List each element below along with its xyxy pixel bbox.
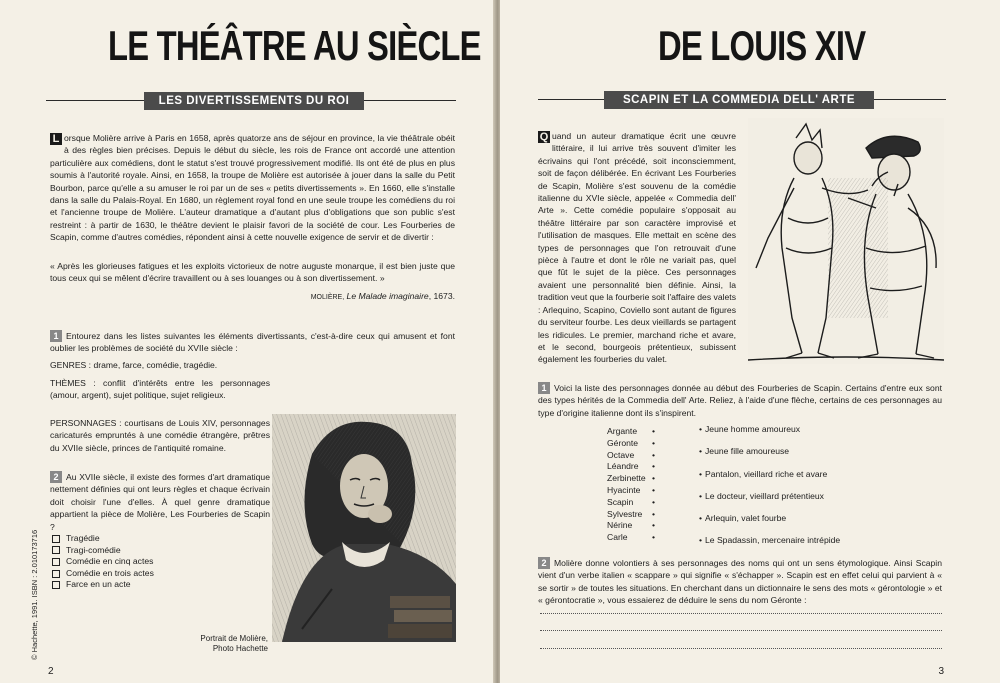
question-number: 2 — [50, 471, 62, 483]
anchor-dot: • — [699, 513, 703, 523]
type-label: Arlequin, valet fourbe — [705, 513, 787, 523]
section-rule — [364, 100, 456, 101]
quote-year: , 1673. — [428, 291, 455, 301]
anchor-dot[interactable]: • — [652, 508, 656, 519]
checkbox-row[interactable] — [52, 579, 154, 591]
quote-text: « Après les glorieuses fatigues et les exploits victorieux de notre auguste monarque, il est bien juste que tous ceux qui se mêlent d'écrire travaillent ou à ses louanges ou à son divertissement. » — [50, 261, 455, 284]
question-number: 1 — [538, 382, 550, 394]
anchor-dot: • — [699, 446, 703, 456]
checkbox-row[interactable] — [52, 556, 154, 568]
question-2-right — [538, 557, 942, 607]
type-item[interactable] — [699, 424, 801, 434]
section-rule — [874, 99, 946, 100]
checkbox[interactable] — [52, 570, 60, 578]
answer-line[interactable] — [540, 630, 942, 631]
quote-source — [311, 291, 455, 301]
intro-text: orsque Molière arrive à Paris en 1658, après quatorze ans de séjour en province, la vie théâtrale obéit à des règles bien précises. Depuis le début du siècle, les rois de France ont accordé une attention particulière aux comédiens, dont le statut s'est trouvé progressivement modifié. Ils ont été de plus en plus soumis à l'autorité royale. Ainsi, en 1658, la troupe de Molière est autorisée à jouer dans la salle du Petit Bourbon, parce qu'elle a su amuser le roi par un de ses « petits divertissements ». En 1660, elle s'installe dans la salle du Palais-Royal. En 1680, un règlement royal fond en une seule troupe les comédiens du roi et l'ancienne troupe de Molière. L'auteur dramatique a d'autant plus d'obligations que son public s'est restreint : à partir de 1630, le théâtre devient le plaisir favori de la société de cour. Les Fourberies de Scapin, comme d'autres comédies, répondent ainsi à cette nouvelle exigence de servir et de divertir : — [50, 133, 455, 243]
right-page — [500, 0, 1000, 683]
character-name: Zerbinette — [607, 473, 646, 484]
checkbox[interactable] — [52, 535, 60, 543]
type-label: Jeune homme amoureux — [705, 424, 801, 434]
dropcap: L — [50, 133, 62, 145]
question-number: 2 — [538, 557, 550, 569]
type-label: Jeune fille amoureuse — [705, 446, 790, 456]
page-number-right: 3 — [938, 666, 944, 677]
intro-paragraph-right — [538, 130, 736, 366]
anchor-dot[interactable]: • — [652, 437, 656, 448]
answer-line[interactable] — [540, 613, 942, 614]
question-1-left — [50, 330, 455, 355]
character-name: Carle — [607, 532, 628, 543]
checkbox-label: Farce en un acte — [66, 579, 131, 590]
character-list — [607, 426, 646, 544]
anchor-dot[interactable]: • — [652, 484, 656, 495]
dropcap: Q — [539, 131, 549, 143]
portrait-engraving — [272, 414, 456, 642]
portrait-caption — [180, 634, 268, 654]
section-heading-commedia: SCAPIN ET LA COMMEDIA DELL' ARTE — [604, 91, 874, 109]
checkbox-label: Tragi-comédie — [66, 544, 121, 555]
commedia-illustration — [748, 118, 944, 364]
character-name: Hyacinte — [607, 484, 641, 495]
caption-line: Portrait de Molière, — [200, 634, 268, 643]
anchor-dot: • — [699, 424, 703, 434]
copyright-notice: © Hachette, 1991. ISBN : 2.010173716 — [30, 529, 39, 660]
anchor-dot[interactable]: • — [652, 426, 656, 436]
character-name: Sylvestre — [607, 508, 643, 519]
character-name: Léandre — [607, 461, 639, 472]
checkbox[interactable] — [52, 558, 60, 566]
question-number: 1 — [50, 330, 62, 342]
quote-author: MOLIÈRE, — [310, 294, 345, 301]
section-rule — [46, 100, 144, 101]
type-label: Le docteur, vieillard prétentieux — [705, 491, 824, 501]
anchor-dot: • — [699, 491, 703, 501]
genres-list: GENRES : drame, farce, comédie, tragédie. — [50, 360, 218, 370]
anchor-dot: • — [699, 535, 703, 545]
quote-block — [50, 260, 455, 285]
anchor-dot[interactable]: • — [652, 520, 656, 531]
anchor-dot[interactable]: • — [652, 496, 656, 507]
type-item[interactable] — [699, 513, 787, 523]
checkbox-label: Comédie en cinq actes — [66, 556, 154, 567]
moliere-portrait — [272, 414, 456, 642]
anchor-dot[interactable]: • — [652, 473, 656, 484]
checkbox-label: Tragédie — [66, 533, 100, 543]
question-text: Molière donne volontiers à ses personnages des noms qui ont un sens étymologique. Ainsi Scapin vient d'un verbe italien « scappare » qui signifie « s'échapper ». Scapin est en effet celui qui parvient à « se sortir » de toutes les situations. En cherchant dans un dictionnaire le sens des mots « gérontologie » et « gérontocratie », vous essaierez de déduire le sens du nom Géronte : — [538, 558, 942, 606]
left-page — [0, 0, 495, 683]
caption-line: Photo Hachette — [212, 644, 268, 653]
character-name: Argante — [607, 426, 638, 436]
quote-work: Le Malade imaginaire — [346, 291, 429, 301]
page-number-left: 2 — [48, 666, 54, 677]
type-item[interactable] — [699, 446, 790, 456]
genre-checklist — [52, 533, 154, 591]
question-text: Entourez dans les listes suivantes les éléments divertissants, c'est-à-dire ceux qui amusent et font oublier les problèmes de société du XVIIe siècle : — [50, 331, 455, 354]
character-name: Géronte — [607, 437, 639, 448]
character-name: Scapin — [607, 496, 634, 507]
section-heading-divertissements: LES DIVERTISSEMENTS DU ROI — [144, 92, 364, 110]
checkbox-row[interactable] — [52, 533, 154, 545]
anchor-dot[interactable]: • — [652, 461, 656, 472]
type-item[interactable] — [699, 535, 841, 545]
type-label: Le Spadassin, mercenaire intrépide — [705, 535, 841, 545]
type-item[interactable] — [699, 491, 824, 501]
answer-line[interactable] — [540, 648, 942, 649]
type-label: Pantalon, vieillard riche et avare — [705, 469, 828, 479]
intro-text: uand un auteur dramatique écrit une œuvre littéraire, il lui arrive très souvent d'imiter les écrivains qui l'ont précédé, soit inconsciemment, soit de façon délibérée. En écrivant Les Fourberies de Scapin, Molière s'est souvenu de la comédie italienne du XVIe siècle, appelée « Commedia dell' Arte ». Cette comédie populaire s'opposait au théâtre littéraire par son caractère improvisé et l'utilisation de masques. Elle mettait en scène des types de personnages que l'on retrouvait d'une pièce à l'autre et dont le rôle ne variait pas, quel que fût le sujet de la pièce. Ces personnages avaient une personnalité bien définie. Ainsi, la tradition veut que la fourberie soit l'affaire des valets : Arlequino, Scapino, Coviello sont autant de figures du serviteur fourbe. Les deux vieillards se partagent les ridicules. Le premier, marchand riche et avare, et le second, bourgeois prétentieux, subissent également les fourberies du valet. — [538, 131, 736, 365]
character-name: Octave — [607, 449, 635, 460]
character-anchor-dots — [652, 426, 655, 544]
character-name: Nérine — [607, 520, 633, 531]
personnages-list: PERSONNAGES : courtisans de Louis XIV, personnages caricaturés empruntés à une comédie étrangère, prêtres du XVIIe siècle, princes de l'antiquité romaine. — [50, 418, 270, 453]
anchor-dot[interactable]: • — [652, 532, 656, 543]
question-1-right — [538, 382, 942, 419]
intro-paragraph-left — [50, 132, 455, 244]
checkbox[interactable] — [52, 581, 60, 589]
question-text: Au XVIIe siècle, il existe des formes d'art dramatique nettement définies qui ont leurs règles et chaque écrivain doit choisir l'une d'elles. À quel genre dramatique appartient la pièce de Molière, Les Fourberies de Scapin ? — [50, 472, 270, 532]
page-title-left: LE THÉÂTRE AU SIÈCLE — [108, 22, 481, 69]
section-rule — [538, 99, 604, 100]
checkbox-row[interactable] — [52, 568, 154, 580]
commedia-drawing — [748, 118, 944, 364]
question-text: Voici la liste des personnages donnée au début des Fourberies de Scapin. Certains d'entre eux sont des types hérités de la Commedia dell' Arte. Reliez, à l'aide d'une flèche, certains de ces personnages au type d'origine italienne dont ils s'inspirent. — [538, 383, 942, 418]
page-title-right: DE LOUIS XIV — [658, 22, 866, 69]
question-2-left — [50, 471, 270, 533]
anchor-dot[interactable]: • — [652, 449, 656, 460]
checkbox-row[interactable] — [52, 545, 154, 557]
checkbox-label: Comédie en trois actes — [66, 567, 154, 578]
anchor-dot: • — [699, 469, 703, 479]
checkbox[interactable] — [52, 546, 60, 554]
type-item[interactable] — [699, 469, 828, 479]
themes-list: THÈMES : conflit d'intérêts entre les personnages (amour, argent), sujet politique, sujet religieux. — [50, 378, 270, 401]
